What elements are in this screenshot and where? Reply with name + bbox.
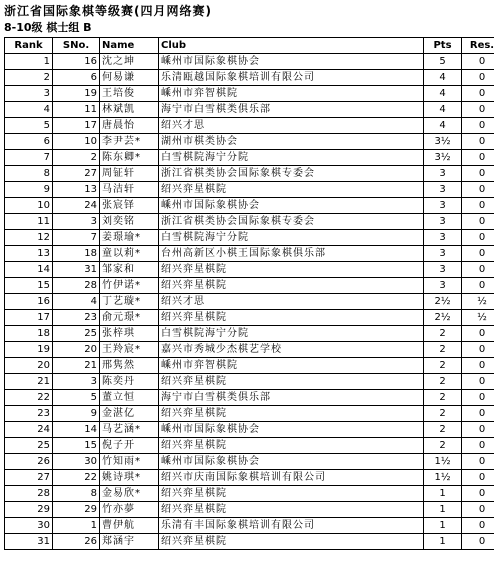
cell-result: 0: [462, 326, 494, 342]
cell-player-name: 张宸铎: [100, 198, 159, 214]
cell-rank: 31: [5, 534, 53, 550]
cell-points: 3: [424, 166, 462, 182]
cell-sno: 23: [53, 310, 100, 326]
cell-sno: 14: [53, 422, 100, 438]
table-row: [5, 358, 494, 374]
cell-result: 0: [462, 502, 494, 518]
table-row: [5, 438, 494, 454]
table-row: [5, 262, 494, 278]
cell-player-name: 王培俊: [100, 86, 159, 102]
cell-sno: 7: [53, 230, 100, 246]
cell-player-name: 姚诗琪*: [100, 470, 159, 486]
cell-rank: 24: [5, 422, 53, 438]
table-body: [5, 54, 494, 550]
cell-result: 0: [462, 486, 494, 502]
table-row: [5, 278, 494, 294]
cell-points: 3: [424, 246, 462, 262]
cell-points: 2: [424, 326, 462, 342]
cell-rank: 14: [5, 262, 53, 278]
cell-sno: 5: [53, 390, 100, 406]
cell-club: 绍兴弈星棋院: [159, 278, 424, 294]
table-row: [5, 54, 494, 70]
cell-club: 绍兴弈星棋院: [159, 534, 424, 550]
table-row: [5, 70, 494, 86]
cell-sno: 16: [53, 54, 100, 70]
cell-sno: 29: [53, 502, 100, 518]
cell-sno: 3: [53, 374, 100, 390]
cell-club: 绍兴才思: [159, 118, 424, 134]
cell-points: 1: [424, 518, 462, 534]
cell-rank: 17: [5, 310, 53, 326]
cell-rank: 6: [5, 134, 53, 150]
cell-rank: 7: [5, 150, 53, 166]
cell-sno: 6: [53, 70, 100, 86]
column-header-rank: Rank: [5, 38, 53, 54]
cell-sno: 3: [53, 214, 100, 230]
cell-rank: 2: [5, 70, 53, 86]
table-row: [5, 534, 494, 550]
table-row: [5, 182, 494, 198]
cell-club: 绍兴弈星棋院: [159, 438, 424, 454]
cell-rank: 11: [5, 214, 53, 230]
cell-player-name: 马洁轩: [100, 182, 159, 198]
cell-rank: 30: [5, 518, 53, 534]
cell-sno: 18: [53, 246, 100, 262]
cell-player-name: 唐晨怡: [100, 118, 159, 134]
cell-club: 绍兴才思: [159, 294, 424, 310]
cell-sno: 20: [53, 342, 100, 358]
table-header-row: [5, 38, 494, 54]
table-row: [5, 326, 494, 342]
cell-sno: 2: [53, 150, 100, 166]
cell-points: 4: [424, 102, 462, 118]
cell-rank: 25: [5, 438, 53, 454]
cell-result: 0: [462, 102, 494, 118]
table-row: [5, 118, 494, 134]
cell-points: 3: [424, 182, 462, 198]
cell-points: 3: [424, 214, 462, 230]
cell-sno: 17: [53, 118, 100, 134]
cell-result: 0: [462, 390, 494, 406]
cell-points: 1: [424, 534, 462, 550]
cell-result: 0: [462, 150, 494, 166]
cell-sno: 4: [53, 294, 100, 310]
table-row: [5, 166, 494, 182]
cell-club: 乐清有丰国际象棋培训有限公司: [159, 518, 424, 534]
table-row: [5, 214, 494, 230]
page-title: 浙江省国际象棋等级赛(四月网络赛): [4, 4, 212, 18]
group-subtitle: 8-10级 棋士组 B: [4, 21, 92, 34]
cell-sno: 10: [53, 134, 100, 150]
cell-rank: 4: [5, 102, 53, 118]
cell-club: 嵊州市弈智棋院: [159, 86, 424, 102]
table-row: [5, 486, 494, 502]
cell-rank: 21: [5, 374, 53, 390]
cell-rank: 18: [5, 326, 53, 342]
table-row: [5, 198, 494, 214]
cell-club: 绍兴弈星棋院: [159, 262, 424, 278]
cell-club: 乐清瓯越国际象棋培训有限公司: [159, 70, 424, 86]
cell-player-name: 郑涵宇: [100, 534, 159, 550]
cell-points: 2: [424, 406, 462, 422]
cell-player-name: 竹亦夢: [100, 502, 159, 518]
cell-player-name: 曹伊航: [100, 518, 159, 534]
cell-player-name: 沈之坤: [100, 54, 159, 70]
cell-result: 0: [462, 214, 494, 230]
cell-result: 0: [462, 70, 494, 86]
table-row: [5, 518, 494, 534]
cell-rank: 23: [5, 406, 53, 422]
cell-result: 0: [462, 246, 494, 262]
cell-points: 4: [424, 70, 462, 86]
cell-club: 嵊州市国际象棋协会: [159, 54, 424, 70]
cell-points: 2½: [424, 310, 462, 326]
cell-rank: 20: [5, 358, 53, 374]
table-row: [5, 390, 494, 406]
cell-rank: 1: [5, 54, 53, 70]
cell-club: 嵊州市国际象棋协会: [159, 198, 424, 214]
cell-club: 绍兴弈星棋院: [159, 374, 424, 390]
cell-club: 海宁市白雪棋类俱乐部: [159, 102, 424, 118]
cell-points: 2: [424, 422, 462, 438]
cell-club: 嵊州市弈智棋院: [159, 358, 424, 374]
cell-points: 3: [424, 230, 462, 246]
cell-player-name: 丁艺璇*: [100, 294, 159, 310]
cell-club: 白雪棋院海宁分院: [159, 150, 424, 166]
cell-result: 0: [462, 118, 494, 134]
cell-sno: 31: [53, 262, 100, 278]
table-row: [5, 86, 494, 102]
cell-sno: 30: [53, 454, 100, 470]
cell-result: 0: [462, 438, 494, 454]
cell-player-name: 王羚宸*: [100, 342, 159, 358]
cell-result: 0: [462, 278, 494, 294]
cell-points: 3½: [424, 134, 462, 150]
cell-rank: 28: [5, 486, 53, 502]
table-row: [5, 502, 494, 518]
cell-club: 绍兴弈星棋院: [159, 486, 424, 502]
cell-rank: 10: [5, 198, 53, 214]
cell-result: 0: [462, 166, 494, 182]
cell-player-name: 李尹芸*: [100, 134, 159, 150]
standings-table: [4, 37, 494, 550]
cell-sno: 28: [53, 278, 100, 294]
table-row: [5, 342, 494, 358]
cell-rank: 16: [5, 294, 53, 310]
cell-club: 浙江省棋类协会国际象棋专委会: [159, 166, 424, 182]
cell-result: 0: [462, 134, 494, 150]
cell-club: 嵊州市国际象棋协会: [159, 454, 424, 470]
cell-result: 0: [462, 262, 494, 278]
cell-player-name: 邢隽然: [100, 358, 159, 374]
table-row: [5, 230, 494, 246]
column-header-res: Res.: [462, 38, 494, 54]
cell-player-name: 童以莉*: [100, 246, 159, 262]
cell-result: 0: [462, 454, 494, 470]
cell-result: ½: [462, 294, 494, 310]
cell-club: 绍兴弈星棋院: [159, 310, 424, 326]
cell-player-name: 姜璟瑜*: [100, 230, 159, 246]
cell-sno: 11: [53, 102, 100, 118]
table-row: [5, 454, 494, 470]
cell-rank: 19: [5, 342, 53, 358]
cell-rank: 22: [5, 390, 53, 406]
cell-player-name: 金湛亿: [100, 406, 159, 422]
cell-club: 绍兴市庆南国际象棋培训有限公司: [159, 470, 424, 486]
cell-result: 0: [462, 182, 494, 198]
cell-sno: 26: [53, 534, 100, 550]
table-row: [5, 374, 494, 390]
cell-player-name: 金易欣*: [100, 486, 159, 502]
cell-club: 海宁市白雪棋类俱乐部: [159, 390, 424, 406]
cell-club: 台州高新区小棋王国际象棋俱乐部: [159, 246, 424, 262]
cell-result: 0: [462, 342, 494, 358]
table-row: [5, 470, 494, 486]
cell-result: 0: [462, 230, 494, 246]
table-row: [5, 246, 494, 262]
cell-sno: 15: [53, 438, 100, 454]
cell-club: 浙江省棋类协会国际象棋专委会: [159, 214, 424, 230]
cell-rank: 29: [5, 502, 53, 518]
cell-player-name: 竹伊诺*: [100, 278, 159, 294]
cell-points: 1½: [424, 454, 462, 470]
cell-points: 1½: [424, 470, 462, 486]
cell-club: 绍兴弈星棋院: [159, 406, 424, 422]
cell-points: 1: [424, 486, 462, 502]
cell-points: 1: [424, 502, 462, 518]
cell-player-name: 刘奕铭: [100, 214, 159, 230]
cell-points: 4: [424, 86, 462, 102]
column-header-pts: Pts: [424, 38, 462, 54]
cell-player-name: 俞元璟*: [100, 310, 159, 326]
cell-club: 白雪棋院海宁分院: [159, 230, 424, 246]
cell-sno: 22: [53, 470, 100, 486]
cell-player-name: 陈奕丹: [100, 374, 159, 390]
cell-club: 绍兴弈星棋院: [159, 502, 424, 518]
cell-player-name: 周钲轩: [100, 166, 159, 182]
cell-result: 0: [462, 406, 494, 422]
table-row: [5, 294, 494, 310]
cell-points: 5: [424, 54, 462, 70]
cell-result: 0: [462, 470, 494, 486]
cell-rank: 5: [5, 118, 53, 134]
cell-rank: 3: [5, 86, 53, 102]
cell-player-name: 张梓琪: [100, 326, 159, 342]
cell-result: 0: [462, 54, 494, 70]
cell-player-name: 陈东卿*: [100, 150, 159, 166]
cell-sno: 19: [53, 86, 100, 102]
column-header-name: Name: [100, 38, 159, 54]
cell-points: 2: [424, 390, 462, 406]
cell-player-name: 董立恒: [100, 390, 159, 406]
cell-points: 2½: [424, 294, 462, 310]
table-row: [5, 422, 494, 438]
cell-club: 白雪棋院海宁分院: [159, 326, 424, 342]
cell-club: 嘉兴市秀城少杰棋艺学校: [159, 342, 424, 358]
cell-sno: 27: [53, 166, 100, 182]
cell-result: 0: [462, 198, 494, 214]
table-row: [5, 406, 494, 422]
column-header-sno: SNo.: [53, 38, 100, 54]
cell-points: 3: [424, 262, 462, 278]
table-row: [5, 134, 494, 150]
cell-sno: 21: [53, 358, 100, 374]
cell-player-name: 竹知雨*: [100, 454, 159, 470]
cell-sno: 13: [53, 182, 100, 198]
cell-club: 湖州市棋类协会: [159, 134, 424, 150]
cell-rank: 12: [5, 230, 53, 246]
cell-points: 4: [424, 118, 462, 134]
cell-result: 0: [462, 86, 494, 102]
cell-points: 3½: [424, 150, 462, 166]
cell-rank: 9: [5, 182, 53, 198]
cell-player-name: 林斌凯: [100, 102, 159, 118]
cell-rank: 26: [5, 454, 53, 470]
cell-result: 0: [462, 534, 494, 550]
cell-player-name: 倪子开: [100, 438, 159, 454]
cell-club: 绍兴弈星棋院: [159, 182, 424, 198]
cell-player-name: 邹家和: [100, 262, 159, 278]
cell-rank: 15: [5, 278, 53, 294]
cell-points: 3: [424, 278, 462, 294]
cell-club: 嵊州市国际象棋协会: [159, 422, 424, 438]
cell-points: 3: [424, 198, 462, 214]
cell-result: 0: [462, 518, 494, 534]
cell-result: 0: [462, 422, 494, 438]
column-header-club: Club: [159, 38, 424, 54]
cell-player-name: 马艺涵*: [100, 422, 159, 438]
cell-sno: 9: [53, 406, 100, 422]
cell-result: 0: [462, 358, 494, 374]
cell-rank: 13: [5, 246, 53, 262]
cell-result: 0: [462, 374, 494, 390]
cell-points: 2: [424, 374, 462, 390]
cell-result: ½: [462, 310, 494, 326]
cell-points: 2: [424, 438, 462, 454]
cell-points: 2: [424, 342, 462, 358]
cell-rank: 27: [5, 470, 53, 486]
cell-points: 2: [424, 358, 462, 374]
table-row: [5, 310, 494, 326]
cell-sno: 8: [53, 486, 100, 502]
cell-sno: 25: [53, 326, 100, 342]
cell-rank: 8: [5, 166, 53, 182]
cell-player-name: 何易谦: [100, 70, 159, 86]
table-row: [5, 150, 494, 166]
table-row: [5, 102, 494, 118]
cell-sno: 24: [53, 198, 100, 214]
cell-sno: 1: [53, 518, 100, 534]
